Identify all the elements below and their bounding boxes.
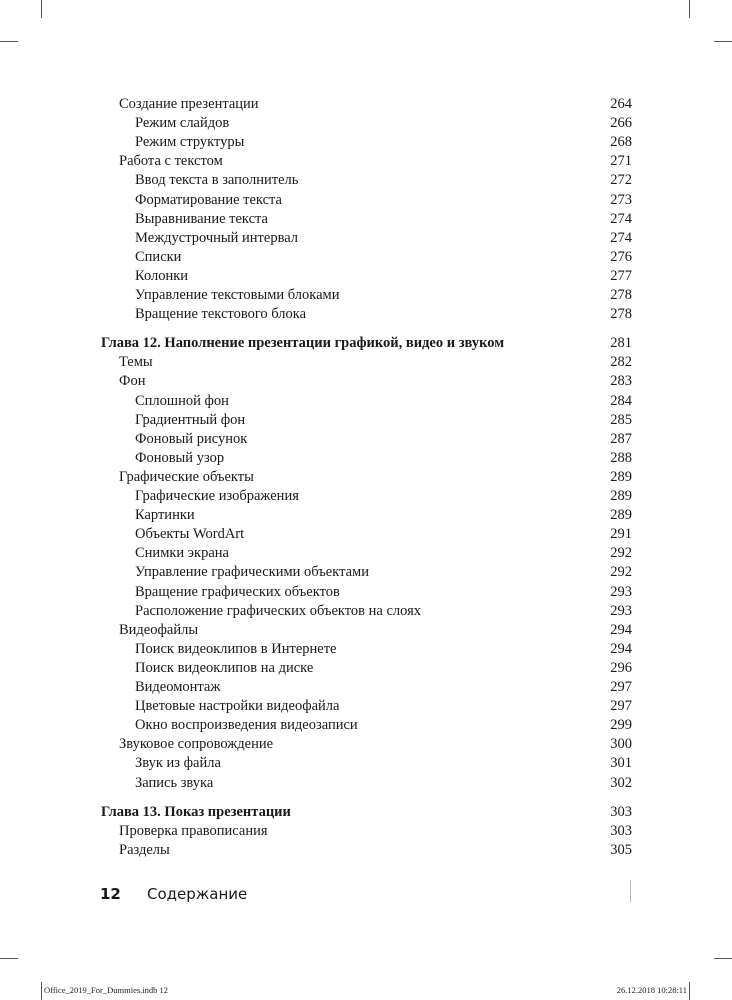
toc-entry-title: Звуковое сопровождение — [119, 736, 274, 753]
toc-entry-page: 283 — [610, 373, 632, 390]
toc-entry-page: 276 — [610, 248, 632, 265]
margin-rule — [630, 880, 631, 902]
toc-entry-page: 297 — [610, 698, 632, 715]
toc-entry — [0, 171, 732, 190]
toc-entry — [0, 563, 732, 582]
toc-entry — [0, 305, 732, 324]
toc-entry — [0, 602, 732, 621]
toc-entry-page: 292 — [610, 545, 632, 562]
toc-entry — [0, 640, 732, 659]
toc-entry — [0, 430, 732, 449]
toc-entry — [0, 659, 732, 678]
slug-filename: Office_2019_For_Dummies.indb 12 — [44, 985, 169, 995]
toc-entry-page: 271 — [610, 153, 632, 170]
running-footer-title: Содержание — [147, 885, 248, 903]
toc-entry — [0, 468, 732, 487]
toc-entry-title: Графические изображения — [135, 488, 299, 504]
toc-entry-title: Поиск видеоклипов в Интернете — [135, 640, 337, 657]
toc-entry-title: Проверка правописания — [119, 822, 268, 839]
crop-mark — [689, 982, 690, 1000]
toc-entry — [0, 449, 732, 468]
toc-entry-page: 284 — [610, 392, 632, 409]
toc-entry-title: Работа с текстом — [119, 153, 223, 170]
toc-entry-title: Звук из файла — [135, 755, 221, 772]
toc-entry — [0, 411, 732, 430]
toc-entry-title: Видеофайлы — [119, 621, 199, 638]
toc-entry-page: 297 — [610, 679, 632, 695]
toc-entry — [0, 841, 732, 860]
toc-entry — [0, 822, 732, 841]
toc-entry — [0, 583, 732, 602]
toc-entry-title: Видеомонтаж — [135, 679, 221, 695]
toc-entry-page: 273 — [610, 191, 632, 208]
crop-mark — [689, 0, 690, 18]
toc-entry-page: 293 — [610, 583, 632, 600]
toc-entry — [0, 716, 732, 735]
toc-entry-title: Расположение графических объектов на слоях — [135, 602, 422, 619]
toc-entry-page: 289 — [610, 488, 632, 504]
toc-entry — [0, 754, 732, 773]
toc-entry-title: Колонки — [135, 267, 189, 284]
toc-entry-page: 300 — [610, 736, 632, 753]
toc-entry-page: 278 — [610, 306, 632, 323]
toc-entry-title: Списки — [135, 248, 182, 265]
toc-entry — [0, 353, 732, 372]
toc-entry-title: Глава 13. Показ презентации — [101, 803, 291, 820]
toc-entry-title: Запись звука — [135, 774, 214, 791]
toc-entry — [0, 191, 732, 210]
toc-entry-page: 287 — [610, 430, 632, 447]
toc-entry — [0, 392, 732, 411]
toc-entry-title: Фон — [119, 373, 146, 390]
toc-entry-title: Ввод текста в заполнитель — [135, 172, 299, 189]
crop-mark — [0, 41, 18, 42]
toc-entry-title: Выравнивание текста — [135, 210, 268, 227]
toc-entry — [0, 506, 732, 525]
toc-chapter-entry — [0, 803, 732, 822]
toc-entry-title: Режим слайдов — [135, 115, 230, 132]
toc-entry-page: 281 — [610, 335, 632, 352]
toc-entry — [0, 697, 732, 716]
crop-mark — [714, 41, 732, 42]
toc-entry-title: Градиентный фон — [135, 411, 246, 428]
crop-mark — [714, 958, 732, 959]
toc-entry-title: Окно воспроизведения видеозаписи — [135, 717, 358, 734]
toc-entry-page: 268 — [610, 134, 632, 151]
toc-entry-page: 294 — [610, 640, 632, 657]
toc-entry-title: Снимки экрана — [135, 545, 229, 562]
toc-entry — [0, 372, 732, 391]
toc-entry — [0, 774, 732, 793]
toc-entry-page: 289 — [610, 468, 632, 485]
toc-entry-page: 274 — [610, 229, 632, 246]
toc-entry-page: 272 — [610, 172, 632, 189]
toc-entry-title: Графические объекты — [119, 468, 254, 485]
toc-entry-title: Темы — [119, 354, 153, 371]
toc-entry-page: 303 — [610, 822, 632, 839]
toc-entry-page: 301 — [610, 755, 632, 772]
toc-entry — [0, 133, 732, 152]
toc-entry — [0, 286, 732, 305]
toc-entry-title: Цветовые настройки видеофайла — [135, 698, 340, 715]
toc-entry-title: Управление графическими объектами — [135, 564, 369, 581]
toc-entry-title: Картинки — [135, 507, 195, 524]
toc-entry — [0, 114, 732, 133]
crop-mark — [0, 958, 18, 959]
toc-entry-title: Глава 12. Наполнение презентации графикой, видео и звуком — [101, 335, 505, 352]
slug-datetime: 26.12.2018 10:28:11 — [616, 985, 687, 995]
page-number: 12 — [100, 885, 121, 903]
toc-entry-page: 296 — [610, 659, 632, 676]
toc-entry-page: 293 — [610, 602, 632, 619]
toc-entry-title: Сплошной фон — [135, 392, 229, 409]
toc-entry-title: Режим структуры — [135, 134, 245, 151]
toc-entry — [0, 95, 732, 114]
toc-entry-page: 277 — [610, 267, 632, 284]
toc-chapter-entry — [0, 334, 732, 353]
toc-entry-page: 282 — [610, 354, 632, 371]
toc-entry — [0, 248, 732, 267]
toc-entry-page: 264 — [610, 96, 632, 112]
toc-entry-page: 291 — [610, 526, 632, 543]
toc-entry-title: Разделы — [119, 841, 170, 858]
toc-entry-page: 289 — [610, 507, 632, 524]
toc-entry-title: Междустрочный интервал — [135, 229, 299, 246]
toc-entry-page: 303 — [610, 803, 632, 820]
toc-entry-page: 274 — [610, 210, 632, 227]
toc-entry-title: Фоновый узор — [135, 449, 225, 466]
toc-entry-title: Форматирование текста — [135, 191, 282, 208]
crop-mark — [41, 0, 42, 18]
toc-entry-page: 266 — [610, 115, 632, 132]
toc-entry-title: Управление текстовыми блоками — [135, 287, 340, 303]
toc-entry — [0, 152, 732, 171]
toc-entry-page: 294 — [610, 621, 632, 638]
toc-entry — [0, 735, 732, 754]
toc-entry — [0, 267, 732, 286]
toc-entry-page: 302 — [610, 774, 632, 791]
toc-entry — [0, 210, 732, 229]
toc-entry — [0, 544, 732, 563]
toc-entry-page: 305 — [610, 841, 632, 858]
toc-entry-page: 292 — [610, 564, 632, 581]
toc-entry-title: Поиск видеоклипов на диске — [135, 659, 314, 676]
toc-entry-page: 285 — [610, 411, 632, 428]
crop-mark — [41, 982, 42, 1000]
toc-entry-page: 278 — [610, 287, 632, 303]
toc-entry — [0, 621, 732, 640]
toc-entry — [0, 525, 732, 544]
toc-entry-title: Создание презентации — [119, 96, 259, 112]
toc-entry-title: Вращение графических объектов — [135, 583, 340, 600]
toc-entry-title: Вращение текстового блока — [135, 306, 307, 323]
toc-entry-page: 299 — [610, 717, 632, 734]
toc-entry — [0, 678, 732, 697]
toc-entry-title: Объекты WordArt — [135, 526, 245, 543]
toc-entry-title: Фоновый рисунок — [135, 430, 248, 447]
toc-entry — [0, 487, 732, 506]
toc-entry — [0, 229, 732, 248]
toc-entry-page: 288 — [610, 449, 632, 466]
